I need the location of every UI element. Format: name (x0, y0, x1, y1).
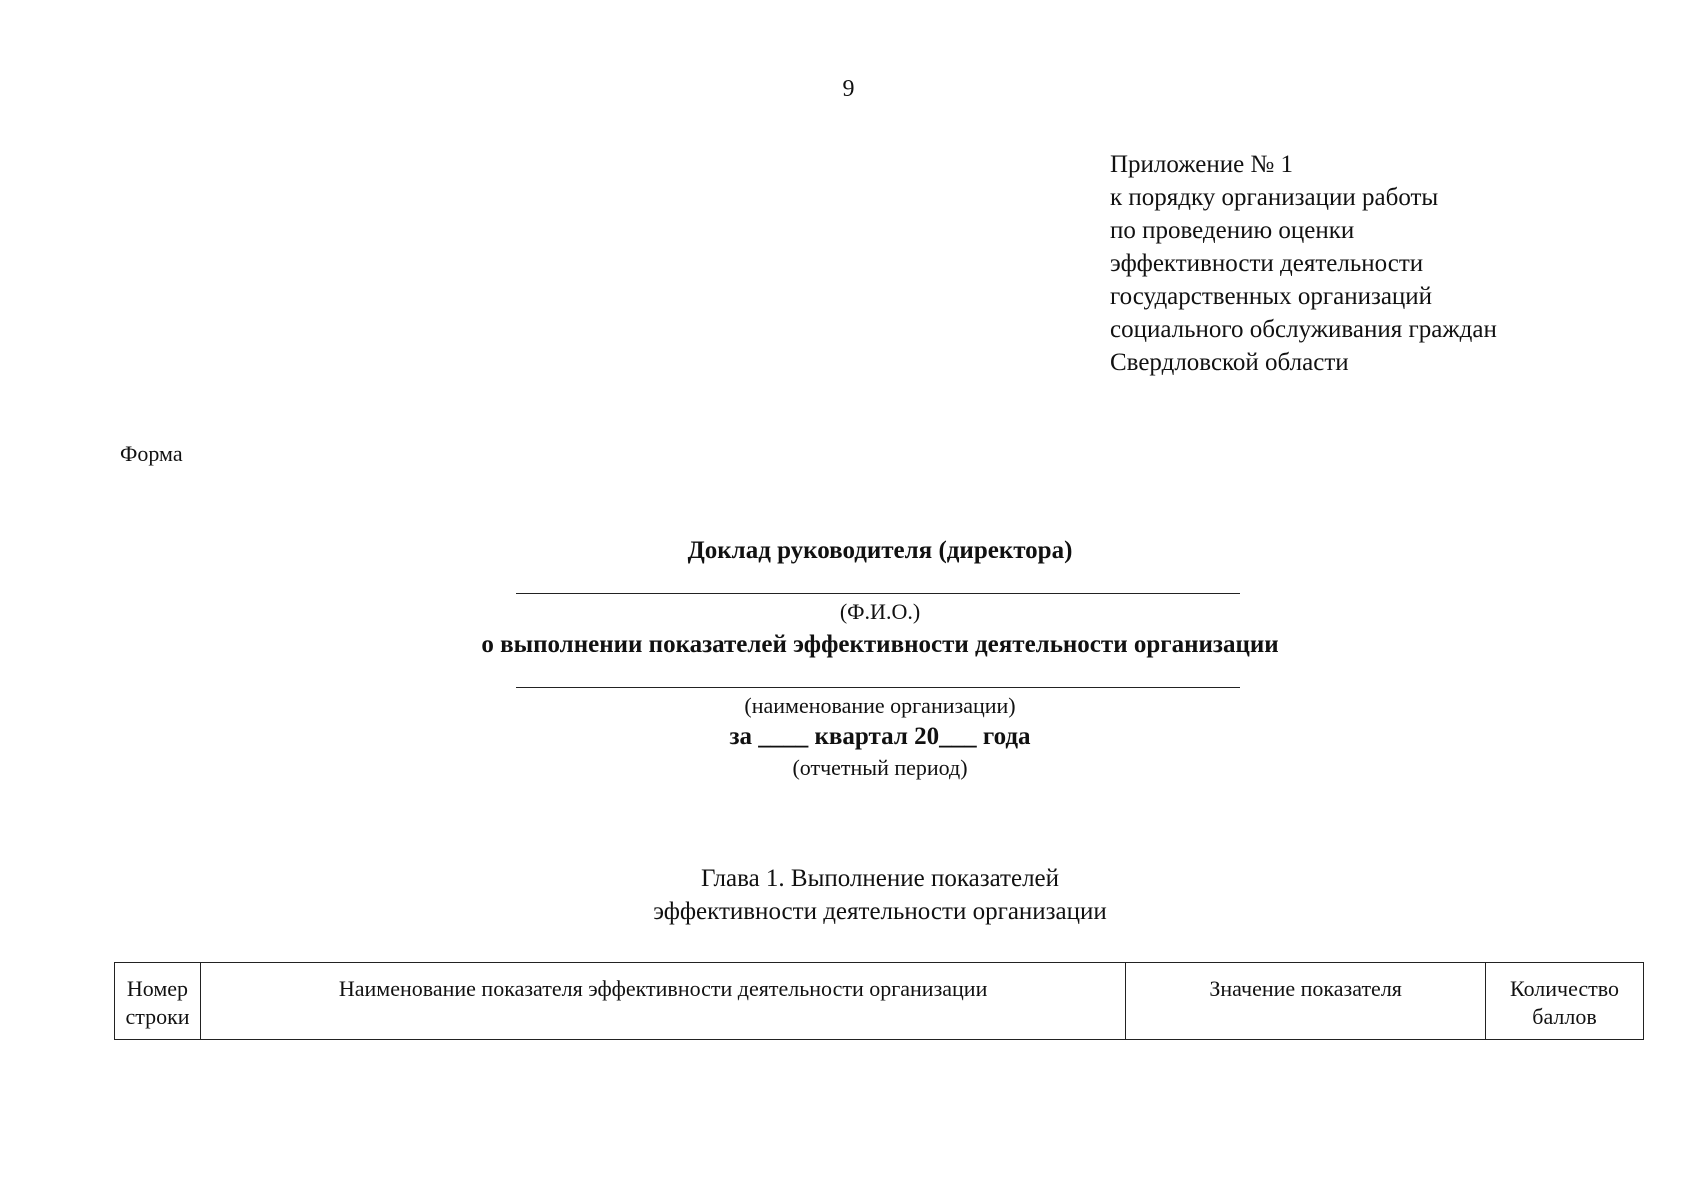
report-title: Доклад руководителя (директора) (687, 537, 1073, 564)
form-label: Форма (120, 441, 183, 466)
appendix-line: Свердловской области (1110, 349, 1349, 376)
table-header-row (115, 963, 1644, 1040)
chapter-title-line1: Глава 1. Выполнение показателей (700, 865, 1060, 892)
header-score: Количество баллов (1486, 963, 1644, 1040)
appendix-line: эффективности деятельности (1110, 250, 1424, 277)
fio-caption: (Ф.И.О.) (839, 599, 921, 624)
chapter-title-line2: эффективности деятельности организации (653, 898, 1107, 925)
header-indicator-value: Значение показателя (1126, 963, 1486, 1040)
appendix-line: к порядку организации работы (1110, 184, 1439, 211)
indicators-table (114, 962, 1644, 1040)
appendix-line: Приложение № 1 (1110, 151, 1294, 178)
appendix-note (1110, 148, 1670, 379)
period-caption: (отчетный период) (792, 755, 968, 780)
report-period: за ____ квартал 20___ года (729, 723, 1031, 750)
appendix-line: государственных организаций (1110, 283, 1433, 310)
page-number: 9 (842, 76, 855, 102)
org-underline (516, 687, 1240, 688)
appendix-line: социального обслуживания граждан (1110, 316, 1497, 343)
report-subject: о выполнении показателей эффективности деятельности организации (481, 631, 1279, 658)
appendix-line: по проведению оценки (1110, 217, 1355, 244)
header-row-number: Номер строки (115, 963, 201, 1040)
fio-underline (516, 593, 1240, 594)
header-indicator-name: Наименование показателя эффективности деятельности организации (200, 963, 1125, 1040)
org-caption: (наименование организации) (744, 693, 1016, 718)
